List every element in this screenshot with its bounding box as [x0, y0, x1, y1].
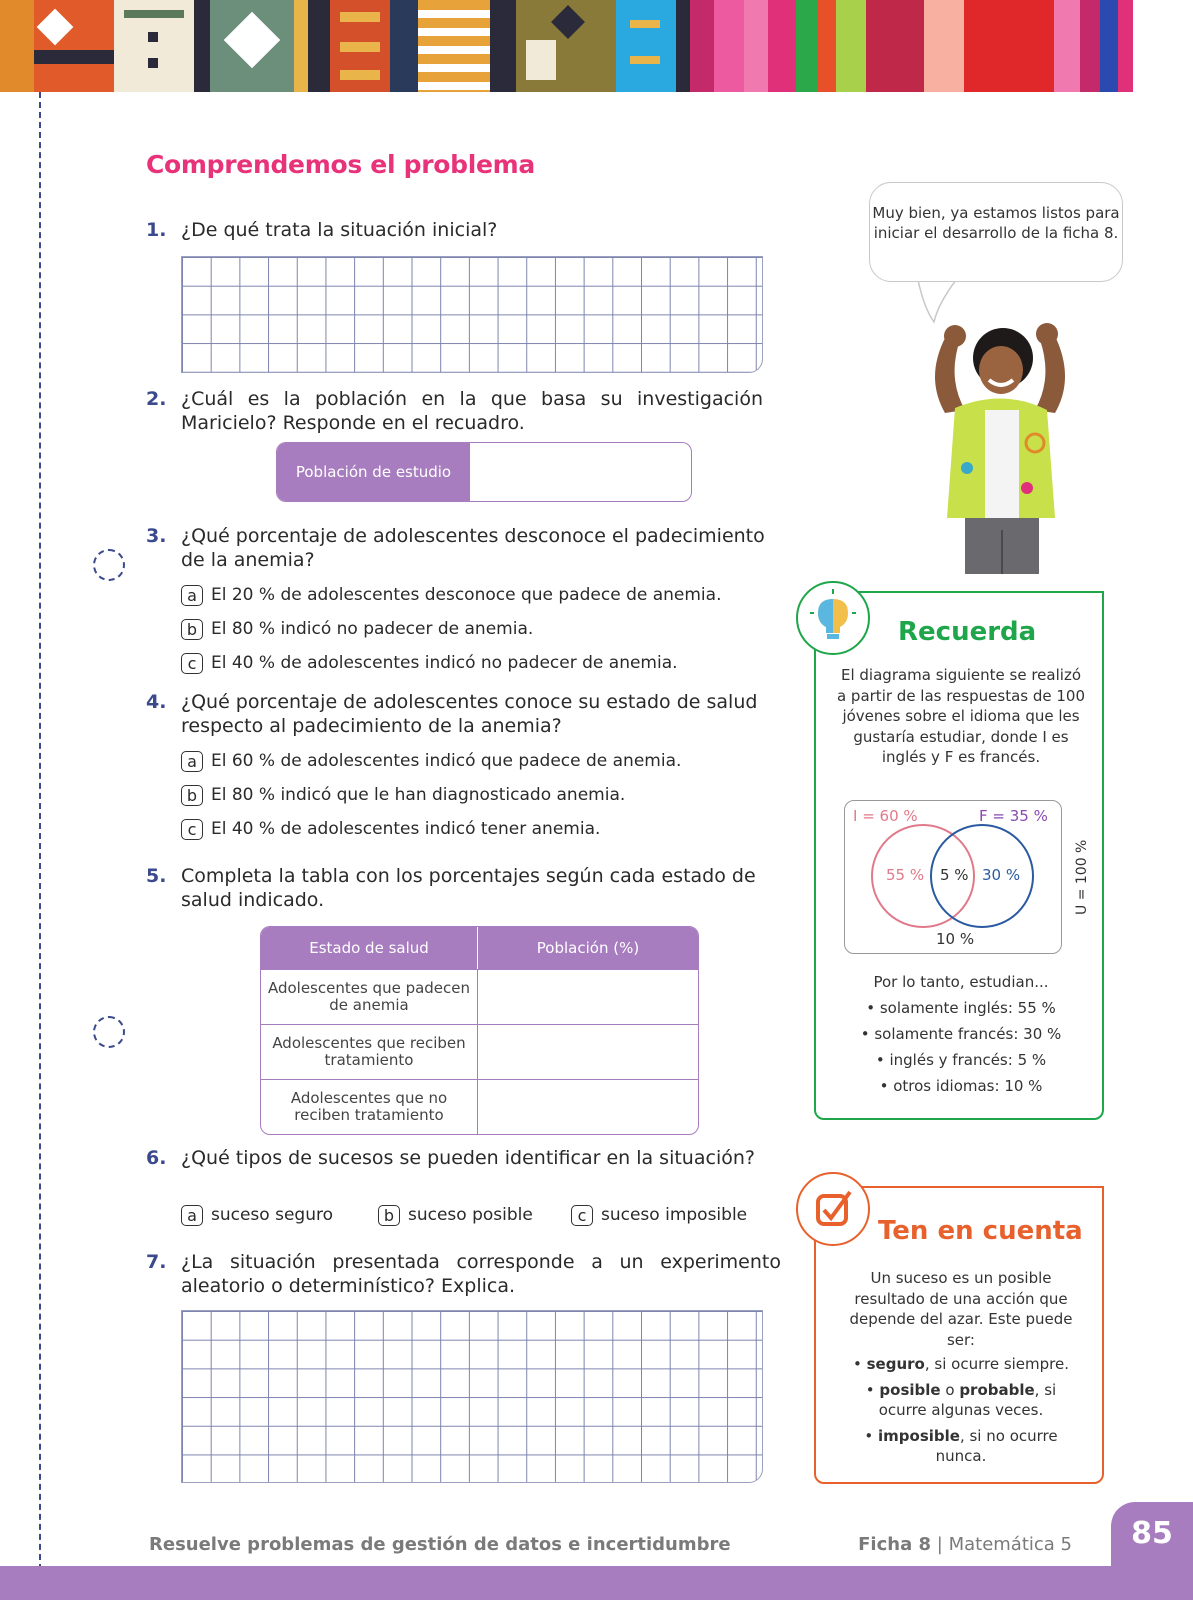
option-3c[interactable]	[181, 652, 678, 674]
question-number: 5.	[146, 865, 167, 887]
cut-guide-line	[39, 92, 41, 1600]
table-header: Población (%)	[477, 927, 698, 969]
page-number: 85	[1111, 1502, 1193, 1600]
option-letter: a	[181, 751, 203, 772]
answer-grid-7[interactable]	[181, 1310, 763, 1483]
table-cell-status: Adolescentes que no reciben tratamiento	[261, 1079, 477, 1134]
recuerda-intro: El diagrama siguiente se realizó a partir de las respuestas de 100 jóvenes sobre el idioma que les gustaría estudiar, donde I es inglés y F es francés.	[836, 666, 1086, 766]
table-row	[261, 969, 698, 1024]
question-text: ¿Qué tipos de sucesos se pueden identificar en la situación?	[181, 1147, 755, 1169]
venn-middle-value: 5 %	[940, 866, 969, 884]
textile-banner	[0, 0, 1193, 92]
brain-lightbulb-icon	[796, 581, 870, 655]
recuerda-panel	[814, 591, 1104, 1120]
option-text: suceso seguro	[211, 1205, 333, 1225]
recuerda-title: Recuerda	[898, 617, 1037, 647]
table-cell-answer[interactable]	[477, 1024, 698, 1079]
option-letter: c	[181, 819, 203, 840]
table-cell-status: Adolescentes que reciben tratamiento	[261, 1024, 477, 1079]
option-4b[interactable]	[181, 784, 625, 806]
table-row	[261, 1079, 698, 1134]
option-text: El 40 % de adolescentes indicó no padecer de anemia.	[211, 653, 678, 673]
speech-bubble: Muy bien, ya estamos listos para iniciar el desarrollo de la ficha 8.	[869, 182, 1123, 282]
question-text: ¿Qué porcentaje de adolescentes conoce su estado de salud respecto al padecimiento de la anemia?	[181, 691, 758, 737]
list-item: • otros idiomas: 10 %	[826, 1073, 1096, 1099]
question-2	[146, 387, 766, 437]
term-text: , si ocurre algunas veces.	[878, 1381, 1057, 1419]
question-4	[146, 690, 786, 740]
cut-guide-circle	[93, 1016, 125, 1048]
question-text: ¿Qué porcentaje de adolescentes desconoce el padecimiento de la anemia?	[181, 525, 765, 571]
term-bold: seguro	[866, 1355, 925, 1373]
venn-left-value: 55 %	[886, 866, 925, 884]
term-bold: probable	[959, 1381, 1035, 1399]
health-status-table	[260, 926, 699, 1135]
question-number: 1.	[146, 219, 167, 241]
option-letter: a	[181, 585, 203, 606]
venn-universe	[844, 800, 1062, 954]
question-number: 6.	[146, 1147, 167, 1169]
population-label: Población de estudio	[277, 443, 470, 501]
term-bold: imposible	[878, 1427, 960, 1445]
student-character	[915, 318, 1085, 574]
answer-grid-1[interactable]	[181, 256, 763, 373]
venn-universe-label: U = 100 %	[1074, 839, 1090, 915]
option-text: suceso imposible	[601, 1205, 748, 1225]
venn-f-label: F = 35 %	[979, 807, 1048, 825]
option-text: El 80 % indicó que le han diagnosticado anemia.	[211, 785, 626, 805]
recuerda-bullets	[826, 995, 1096, 1099]
question-number: 4.	[146, 691, 167, 713]
table-cell-status: Adolescentes que padecen de anemia	[261, 969, 477, 1024]
footer-ficha: Ficha 8	[858, 1534, 932, 1555]
question-text: ¿De qué trata la situación inicial?	[181, 219, 498, 241]
question-text: Completa la tabla con los porcentajes según cada estado de salud indicado.	[181, 865, 756, 911]
footer-book: Matemática 5	[948, 1534, 1072, 1555]
question-7	[146, 1250, 786, 1300]
footer-bar	[0, 1566, 1193, 1600]
option-text: El 20 % de adolescentes desconoce que padece de anemia.	[211, 585, 722, 605]
table-cell-answer[interactable]	[477, 969, 698, 1024]
term-bold: posible	[879, 1381, 941, 1399]
option-6b[interactable]	[378, 1204, 533, 1226]
option-4c[interactable]	[181, 818, 600, 840]
option-letter: c	[571, 1205, 593, 1226]
option-text: El 60 % de adolescentes indicó que padece de anemia.	[211, 751, 682, 771]
option-letter: b	[181, 785, 203, 806]
question-3	[146, 524, 786, 574]
question-number: 7.	[146, 1251, 167, 1273]
population-box	[276, 442, 692, 502]
option-3a[interactable]	[181, 584, 721, 606]
option-letter: b	[181, 619, 203, 640]
venn-outside-value: 10 %	[936, 930, 975, 948]
option-letter: c	[181, 653, 203, 674]
table-header: Estado de salud	[261, 927, 477, 969]
venn-right-value: 30 %	[982, 866, 1021, 884]
question-text: ¿La situación presentada corresponde a un experimento aleatorio o determinístico? Explica.	[181, 1251, 781, 1297]
option-letter: b	[378, 1205, 400, 1226]
question-1	[146, 218, 766, 244]
checkbox-checked-icon	[796, 1172, 870, 1246]
table-row	[261, 1024, 698, 1079]
footer-competency: Resuelve problemas de gestión de datos e incertidumbre	[149, 1534, 731, 1555]
option-6c[interactable]	[571, 1204, 747, 1226]
question-text: ¿Cuál es la población en la que basa su investigación Maricielo? Responde en el recuadro.	[181, 388, 763, 434]
option-text: suceso posible	[408, 1205, 533, 1225]
footer-book-info	[858, 1534, 1082, 1555]
list-item: • solamente francés: 30 %	[826, 1021, 1096, 1047]
list-item: • inglés y francés: 5 %	[826, 1047, 1096, 1073]
ten-en-cuenta-intro: Un suceso es un posible resultado de una acción que depende del azar. Este puede ser:	[849, 1269, 1073, 1349]
question-5	[146, 864, 766, 914]
term-text: , si ocurre siempre.	[924, 1355, 1069, 1373]
footer-separator: |	[936, 1534, 943, 1555]
option-4a[interactable]	[181, 750, 681, 772]
option-6a[interactable]	[181, 1204, 333, 1226]
question-number: 3.	[146, 525, 167, 547]
table-cell-answer[interactable]	[477, 1079, 698, 1134]
list-item	[830, 1354, 1092, 1374]
list-item: • solamente inglés: 55 %	[826, 995, 1096, 1021]
ten-en-cuenta-bullets	[830, 1354, 1092, 1466]
recuerda-conclusion: Por lo tanto, estudian...	[873, 973, 1049, 991]
option-letter: a	[181, 1205, 203, 1226]
option-3b[interactable]	[181, 618, 533, 640]
list-item	[830, 1380, 1092, 1420]
population-answer-field[interactable]	[470, 443, 691, 501]
question-number: 2.	[146, 388, 167, 410]
section-title: Comprendemos el problema	[146, 150, 535, 179]
term-text: o	[940, 1381, 960, 1399]
cut-guide-circle	[93, 549, 125, 581]
option-text: El 40 % de adolescentes indicó tener anemia.	[211, 819, 601, 839]
option-text: El 80 % indicó no padecer de anemia.	[211, 619, 534, 639]
list-item	[830, 1426, 1092, 1466]
term-text: , si no ocurre nunca.	[935, 1427, 1058, 1465]
question-6	[146, 1146, 766, 1196]
ten-en-cuenta-title: Ten en cuenta	[878, 1216, 1083, 1246]
venn-i-label: I = 60 %	[853, 807, 918, 825]
